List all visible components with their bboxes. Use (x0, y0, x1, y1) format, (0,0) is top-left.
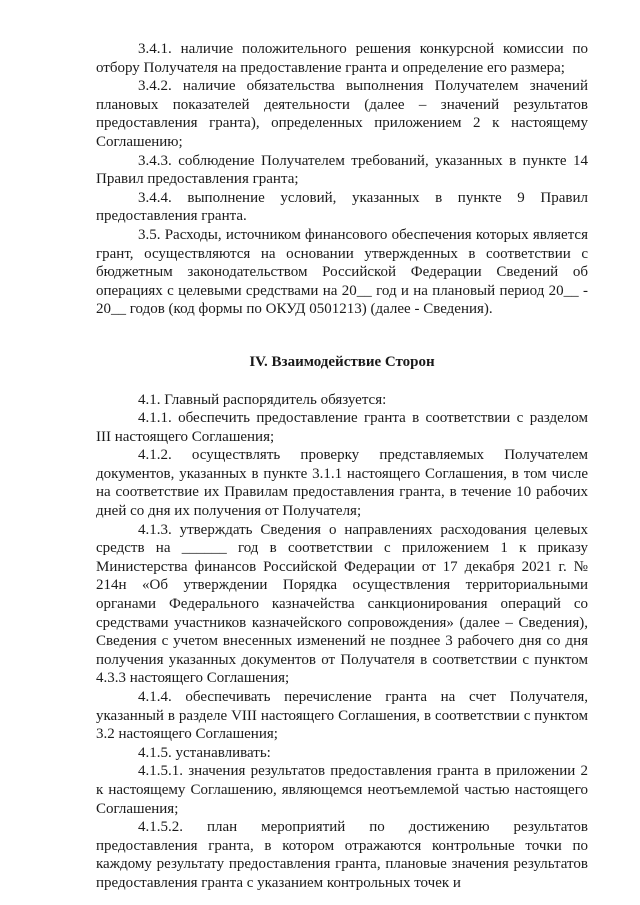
paragraph-4-1-5: 4.1.5. устанавливать: (138, 744, 271, 761)
spacer (96, 319, 588, 353)
paragraph-4-1: 4.1. Главный распорядитель обязуется: (138, 391, 387, 408)
document-page (96, 40, 588, 893)
paragraph-4-1-2: 4.1.2. осуществлять проверку представляемых Получателем документов, указанных в пункте 3.1.1 настоящего Соглашения, в том числе на соответствие их Правилам предоставления гранта, в течение 10 рабочих дней со дня их получения от Получателя; (96, 447, 588, 520)
paragraph-3-4-3: 3.4.3. соблюдение Получателем требований, указанных в пункте 14 Правил предоставления гранта; (96, 152, 588, 188)
paragraph-4-1-5-1: 4.1.5.1. значения результатов предоставления гранта в приложении 2 к настоящему Соглашению, являющемся неотъемлемой частью настоящего Соглашения; (96, 763, 588, 817)
paragraph-4-1-3: 4.1.3. утверждать Сведения о направлениях расходования целевых средств на ______ год в соответствии с приложением 1 к приказу Министерства финансов Российской Федерации от 17 декабря 2021 г. № 214н «Об утверждении Порядка осуществления территориальными органами Федерального казначейства санкционирования операций со средствами участников казначейского сопровождения» (далее – Сведения), Сведения с учетом внесенных изменений не позднее 3 рабочего дня со дня получения указанных документов от Получателя в соответствии с пунктом 4.3.3 настоящего Соглашения; (96, 521, 588, 687)
paragraph-3-5: 3.5. Расходы, источником финансового обеспечения которых является грант, осуществляются на основании утвержденных в соответствии с бюджетным законодательством Российской Федерации Сведений об операциях с целевыми средствами на 20__ год и на плановый период 20__ - 20__ годов (код формы по ОКУД 0501213) (далее - Сведения). (96, 226, 588, 318)
paragraph-3-4-2: 3.4.2. наличие обязательства выполнения Получателем значений плановых показателей деятельности (далее – значений результатов предоставления гранта), определенных приложением 2 к настоящему Соглашению; (96, 78, 588, 150)
paragraph-4-1-1: 4.1.1. обеспечить предоставление гранта в соответствии с разделом III настоящего Соглашения; (96, 410, 588, 445)
paragraph-3-4-4: 3.4.4. выполнение условий, указанных в пункте 9 Правил предоставления гранта. (96, 189, 588, 225)
section-heading: IV. Взаимодействие Сторон (249, 353, 435, 370)
spacer (96, 372, 588, 391)
paragraph-4-1-5-2: 4.1.5.2. план мероприятий по достижению результатов предоставления гранта, в котором отражаются контрольные точки по каждому результату предоставления гранта, плановые значения результатов предоставления гранта с указанием контрольных точек и (96, 819, 588, 891)
paragraph-3-4-1: 3.4.1. наличие положительного решения конкурсной комиссии по отбору Получателя на предоставление гранта и определение его размера; (96, 41, 588, 76)
paragraph-4-1-4: 4.1.4. обеспечивать перечисление гранта на счет Получателя, указанный в разделе VIII настоящего Соглашения, в соответствии с пунктом 3.2 настоящего Соглашения; (96, 689, 588, 743)
